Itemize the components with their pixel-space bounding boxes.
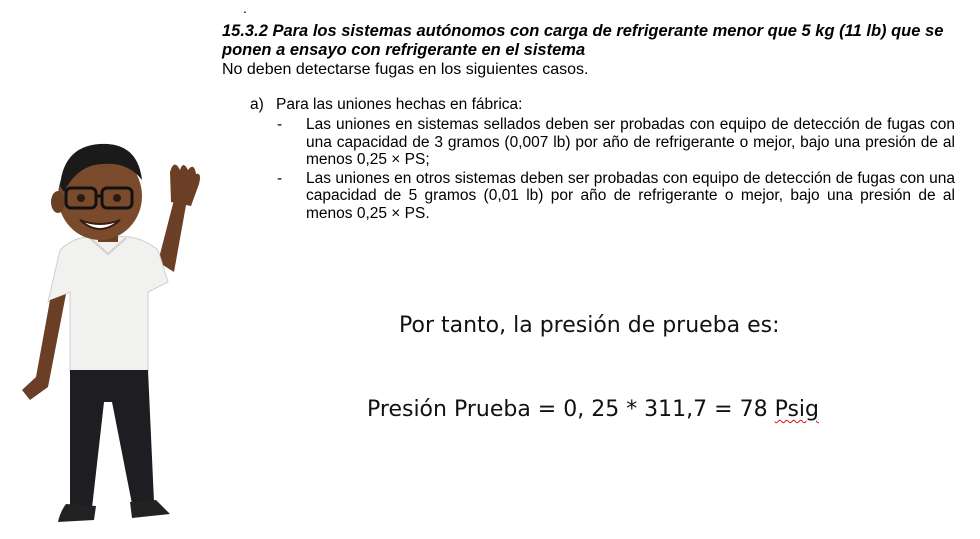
- list-item-label: Para las uniones hechas en fábrica:: [276, 96, 523, 113]
- waving-cartoon-man-icon: [8, 132, 208, 532]
- conclusion-text: Por tanto, la presión de prueba es:: [399, 313, 780, 338]
- bullet-dash: -: [277, 169, 283, 187]
- top-mark: .: [243, 0, 247, 16]
- test-pressure-formula: [367, 397, 819, 422]
- section-intro: No deben detectarse fugas en los siguientes casos.: [222, 61, 589, 78]
- bullet-text: Las uniones en otros sistemas deben ser probadas con equipo de detección de fugas con una capacidad de 5 gramos (0,01 lb) por año de refrigerante o mejor, bajo una presión de al menos 0,25 × PS.: [306, 169, 955, 222]
- formula-unit: Psig: [774, 397, 819, 422]
- bullet-list: [250, 116, 955, 222]
- bullet-item: [250, 116, 955, 169]
- list-marker: a): [250, 96, 264, 113]
- list-item-a: [250, 96, 955, 223]
- section-heading: 15.3.2 Para los sistemas autónomos con carga de refrigerante menor que 5 kg (11 lb) que se ponen a ensayo con refrigerante en el sistema: [222, 22, 944, 59]
- bullet-dash: -: [277, 116, 283, 133]
- bullet-item: [250, 170, 955, 223]
- formula-expression: Presión Prueba = 0, 25 * 311,7 = 78: [367, 397, 775, 422]
- bullet-text: Las uniones en sistemas sellados deben ser probadas con equipo de detección de fugas con una capacidad de 3 gramos (0,007 lb) por año de refrigerante o mejor, bajo una presión de al menos 0,25 × PS;: [306, 116, 955, 168]
- document-excerpt: [222, 22, 957, 222]
